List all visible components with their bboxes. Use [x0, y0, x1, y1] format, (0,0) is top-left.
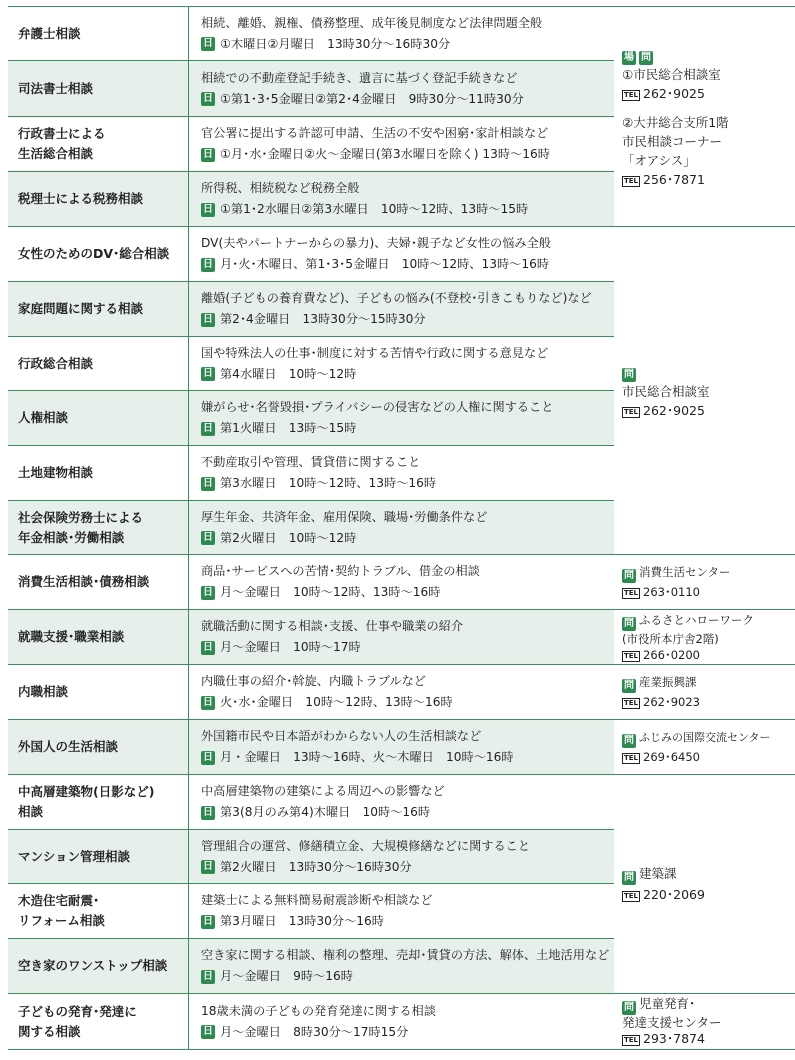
row-description: 内職仕事の紹介･斡旋、内職トラブルなど — [201, 674, 426, 688]
row-schedule-text: 月・金曜日 13時～16時、火～木曜日 10時～16時 — [220, 750, 514, 764]
inquiry-badge: 問 — [624, 617, 634, 629]
row-title — [8, 610, 188, 664]
row-schedule — [201, 309, 614, 330]
row-schedule — [201, 802, 614, 823]
calendar-day-icon: 日 — [203, 203, 213, 215]
row-content — [188, 994, 614, 1049]
table-row — [8, 775, 614, 830]
row-description: 管理組合の運営、修繕積立金、大規模修繕などに関すること — [201, 838, 531, 853]
row-title — [8, 391, 188, 445]
row-schedule-text: 月～金曜日 9時～16時 — [220, 969, 353, 983]
info-child — [614, 994, 795, 1050]
tel-icon: TEL — [624, 588, 639, 597]
row-title — [8, 555, 188, 609]
row-schedule — [201, 637, 614, 658]
calendar-day-icon: 日 — [203, 368, 213, 379]
info-place: ふじみの国際交流センター — [639, 730, 771, 744]
info-place: 産業振興課 — [639, 674, 697, 689]
table-row — [8, 117, 614, 172]
row-content — [188, 172, 614, 226]
row-schedule-text: 第3月曜日 13時30分～16時 — [220, 914, 384, 928]
info-general — [614, 227, 795, 555]
calendar-day-icon: 日 — [203, 38, 213, 49]
row-title — [8, 282, 188, 336]
row-description: 空き家に関する相談、権利の整理、売却･賃貸の方法、解体、土地活用など — [201, 948, 610, 962]
table-row — [8, 994, 614, 1050]
row-content — [188, 555, 614, 609]
info-place: 「オアシス」 — [622, 153, 696, 168]
info-tel: 262･9025 — [643, 403, 705, 418]
row-schedule — [201, 911, 614, 932]
row-title — [8, 884, 188, 938]
row-schedule-text: 月～金曜日 10時～12時、13時～16時 — [220, 585, 441, 599]
row-title — [8, 117, 188, 171]
row-description: 中高層建築物の建築による周辺への影響など — [201, 784, 445, 798]
info-place-sub: (市役所本庁舎2階) — [622, 631, 719, 646]
info-consumer — [614, 555, 795, 610]
row-title-text: 土地建物相談 — [18, 465, 94, 480]
row-schedule-text: ①木曜日②月曜日 13時30分～16時30分 — [220, 36, 451, 51]
row-description: 相続、離婚、親権、債務整理、成年後見制度など法律問題全般 — [201, 15, 543, 30]
table-row — [8, 61, 614, 117]
info-tel: 262･9025 — [643, 86, 705, 101]
row-title — [8, 61, 188, 116]
row-schedule — [201, 473, 614, 494]
row-content — [188, 61, 614, 116]
row-title-text: 社会保険労務士による 年金相談･労働相談 — [18, 509, 144, 545]
row-title-text: 弁護士相談 — [18, 25, 81, 41]
row-description: 建築士による無料簡易耐震診断や相談など — [201, 893, 433, 907]
info-tel: 220･2069 — [643, 887, 705, 902]
row-title — [8, 7, 188, 60]
tel-icon: TEL — [624, 698, 639, 707]
row-title-text: 女性のためのDV･総合相談 — [18, 246, 170, 261]
info-place: 消費生活センター — [639, 564, 731, 579]
table-row — [8, 610, 614, 665]
row-schedule — [201, 582, 614, 603]
tel-icon: TEL — [624, 753, 639, 762]
row-content — [188, 117, 614, 171]
row-schedule — [201, 528, 614, 549]
info-tel: 293･7874 — [643, 1031, 705, 1046]
row-title-text: 家庭問題に関する相談 — [18, 301, 144, 316]
info-place: ふるさとハローワーク — [639, 612, 754, 627]
calendar-day-icon: 日 — [203, 93, 213, 104]
calendar-day-icon: 日 — [203, 696, 213, 708]
row-title-text: 空き家のワンストップ相談 — [18, 958, 168, 973]
row-content — [188, 227, 614, 281]
row-schedule-text: 第3(8月のみ第4)木曜日 10時～16時 — [220, 805, 431, 819]
table-row — [8, 884, 614, 939]
info-place: 児童発育･ — [639, 996, 696, 1011]
row-schedule-text: 第2火曜日 13時30分～16時30分 — [220, 859, 412, 874]
info-place: ②大井総合支所1階 — [622, 115, 729, 130]
row-description: 外国籍市民や日本語がわからない人の生活相談など — [201, 729, 482, 743]
table-row — [8, 6, 614, 61]
place-badge: 場 — [624, 52, 634, 63]
row-schedule-text: 第2火曜日 10時～12時 — [220, 530, 357, 545]
row-title — [8, 227, 188, 281]
row-title-text: 中高層建築物(日影など) 相談 — [18, 784, 155, 819]
row-schedule-text: 第2･4金曜日 13時30分～15時30分 — [220, 312, 426, 326]
row-schedule — [201, 966, 614, 987]
row-schedule — [201, 747, 614, 768]
row-title — [8, 665, 188, 719]
calendar-day-icon: 日 — [203, 148, 213, 160]
calendar-day-icon: 日 — [203, 477, 213, 489]
table-row — [8, 501, 614, 555]
row-description: 就職活動に関する相談･支援、仕事や職業の紹介 — [201, 619, 464, 633]
table-row — [8, 391, 614, 446]
row-schedule — [201, 418, 614, 439]
row-title — [8, 830, 188, 883]
row-title — [8, 939, 188, 993]
row-description: 嫌がらせ･名誉毀損･プライバシーの侵害などの人権に関すること — [201, 400, 554, 414]
tel-icon: TEL — [624, 91, 639, 99]
row-description: 国や特殊法人の仕事･制度に対する苦情や行政に関する意見など — [201, 345, 549, 360]
row-description: 所得税、相続税など税務全般 — [201, 181, 360, 195]
row-schedule — [201, 89, 614, 110]
tel-icon: TEL — [624, 177, 639, 185]
row-schedule-text: 火･水･金曜日 10時～12時、13時～16時 — [220, 695, 453, 709]
row-content — [188, 501, 614, 554]
row-description: DV(夫やパートナーからの暴力)、夫婦･親子など女性の悩み全般 — [201, 236, 551, 250]
row-description: 官公署に提出する許認可申請、生活の不安や困窮･家計相談など — [201, 126, 549, 140]
row-content — [188, 775, 614, 829]
inquiry-badge: 問 — [641, 52, 651, 63]
row-schedule-text: 月～金曜日 8時30分～17時15分 — [220, 1024, 409, 1039]
row-schedule — [201, 34, 614, 55]
row-content — [188, 282, 614, 336]
inquiry-badge: 問 — [624, 1002, 634, 1013]
table-row — [8, 446, 614, 501]
row-title — [8, 775, 188, 829]
row-schedule-text: 第4水曜日 10時～12時 — [220, 366, 357, 381]
row-title — [8, 994, 188, 1049]
calendar-day-icon: 日 — [203, 532, 213, 543]
inquiry-badge: 問 — [624, 734, 634, 746]
row-schedule — [201, 199, 614, 220]
row-title-text: 就職支援･職業相談 — [18, 629, 125, 644]
info-tel: 269･6450 — [643, 749, 700, 764]
table-row — [8, 830, 614, 884]
calendar-day-icon: 日 — [203, 861, 213, 872]
calendar-day-icon: 日 — [203, 313, 213, 325]
row-title — [8, 501, 188, 554]
info-place: 市民総合相談室 — [622, 384, 710, 399]
row-schedule-text: 月･火･木曜日、第1･3･5金曜日 10時～12時、13時～16時 — [220, 257, 550, 271]
info-building — [614, 775, 795, 994]
info-place: ①市民総合相談室 — [622, 67, 721, 82]
row-schedule — [201, 144, 614, 165]
row-schedule-text: 第3水曜日 10時～12時、13時～16時 — [220, 476, 437, 490]
row-content — [188, 7, 614, 60]
table-row — [8, 665, 614, 720]
row-schedule-text: ①第1･3･5金曜日②第2･4金曜日 9時30分～11時30分 — [220, 91, 524, 106]
row-description: 離婚(子どもの養育費など)、子どもの悩み(不登校･引きこもりなど)など — [201, 291, 592, 305]
row-schedule — [201, 692, 614, 713]
info-place-sub: 発達支援センター — [622, 1015, 722, 1030]
calendar-day-icon: 日 — [203, 258, 213, 270]
row-content — [188, 720, 614, 774]
inquiry-badge: 問 — [624, 369, 634, 380]
table-row — [8, 282, 614, 337]
calendar-day-icon: 日 — [203, 751, 213, 763]
row-description: 厚生年金、共済年金、雇用保険、職場･労働条件など — [201, 509, 488, 524]
row-content — [188, 884, 614, 938]
row-title-text: 行政書士による 生活総合相談 — [18, 126, 106, 161]
inquiry-badge: 問 — [624, 679, 634, 691]
row-schedule-text: 第1火曜日 13時～15時 — [220, 421, 357, 435]
row-description: 18歳未満の子どもの発育発達に関する相談 — [201, 1003, 436, 1018]
row-schedule-text: 月～金曜日 10時～17時 — [220, 640, 361, 654]
row-title-text: 行政総合相談 — [18, 355, 94, 371]
info-place: 市民相談コーナー — [622, 134, 723, 149]
row-title-text: 人権相談 — [18, 410, 69, 425]
row-description: 相続での不動産登記手続き、遺言に基づく登記手続きなど — [201, 70, 518, 85]
row-schedule — [201, 857, 614, 878]
row-title — [8, 446, 188, 500]
tel-icon: TEL — [624, 1036, 639, 1044]
calendar-day-icon: 日 — [203, 915, 213, 927]
row-title-text: 税理士による税務相談 — [18, 191, 144, 206]
row-title-text: 司法書士相談 — [18, 80, 94, 96]
row-title — [8, 337, 188, 390]
row-title-text: 内職相談 — [18, 684, 69, 699]
info-homework — [614, 665, 795, 720]
table-row — [8, 555, 614, 610]
info-foreign — [614, 720, 795, 775]
row-content — [188, 446, 614, 500]
table-row — [8, 172, 614, 227]
info-legal — [614, 6, 795, 227]
calendar-day-icon: 日 — [203, 806, 213, 818]
info-tel: 256･7871 — [643, 172, 705, 187]
row-content — [188, 665, 614, 719]
info-tel: 262･9023 — [643, 694, 700, 709]
table-row — [8, 939, 614, 994]
row-title-text: 外国人の生活相談 — [18, 739, 119, 754]
row-title-text: 木造住宅耐震･ リフォーム相談 — [18, 893, 105, 928]
tel-icon: TEL — [624, 892, 639, 900]
inquiry-badge: 問 — [624, 872, 634, 883]
row-title — [8, 172, 188, 226]
table-row — [8, 337, 614, 391]
calendar-day-icon: 日 — [203, 1026, 213, 1037]
calendar-day-icon: 日 — [203, 970, 213, 982]
row-content — [188, 610, 614, 664]
row-schedule — [201, 254, 614, 275]
row-content — [188, 337, 614, 390]
row-schedule-text: ①第1･2水曜日②第3水曜日 10時～12時、13時～15時 — [220, 202, 529, 216]
info-place: 建築課 — [639, 866, 677, 881]
table-row — [8, 720, 614, 775]
row-title-text: 子どもの発育･発達に 関する相談 — [18, 1003, 137, 1039]
calendar-day-icon: 日 — [203, 641, 213, 653]
row-content — [188, 830, 614, 883]
row-schedule — [201, 1022, 614, 1043]
tel-icon: TEL — [624, 651, 639, 660]
row-description: 商品･サービスへの苦情･契約トラブル、借金の相談 — [201, 564, 480, 578]
inquiry-badge: 問 — [624, 569, 634, 581]
row-title-text: 消費生活相談･債務相談 — [18, 574, 150, 589]
tel-icon: TEL — [624, 408, 639, 416]
table-row — [8, 227, 614, 282]
row-content — [188, 391, 614, 445]
row-content — [188, 939, 614, 993]
info-tel: 263･0110 — [643, 584, 700, 599]
row-schedule-text: ①月･水･金曜日②火～金曜日(第3水曜日を除く) 13時～16時 — [220, 147, 550, 161]
info-tel: 266･0200 — [643, 647, 700, 662]
row-title-text: マンション管理相談 — [18, 848, 130, 864]
row-description: 不動産取引や管理、賃貸借に関すること — [201, 455, 421, 469]
calendar-day-icon: 日 — [203, 586, 213, 598]
info-job — [614, 610, 795, 665]
calendar-day-icon: 日 — [203, 422, 213, 434]
row-schedule — [201, 364, 614, 385]
row-title — [8, 720, 188, 774]
